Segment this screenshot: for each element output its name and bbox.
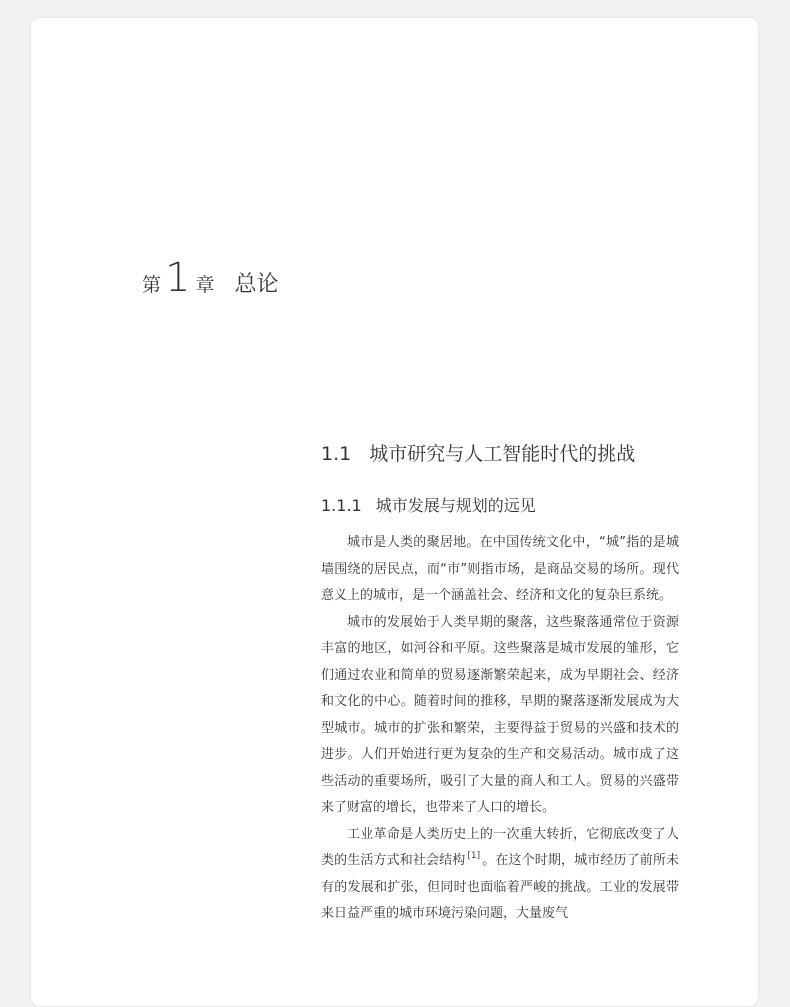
chapter-prefix: 第 bbox=[142, 274, 162, 296]
chapter-number: 1 bbox=[165, 255, 191, 301]
section-number: 1.1 bbox=[321, 443, 352, 465]
paragraph: 城市的发展始于人类早期的聚落，这些聚落通常位于资源丰富的地区，如河谷和平原。这些聚落是城市发展的雏形，它们通过农业和简单的贸易逐渐繁荣起来，成为早期社会、经济和文化的中心。随着时间的推移，早期的聚落逐渐发展成为大型城市。城市的扩张和繁荣，主要得益于贸易的兴盛和技术的进步。人们开始进行更为复杂的生产和交易活动。城市成了这些活动的重要场所，吸引了大量的商人和工人。贸易的兴盛带来了财富的增长，也带来了人口的增长。 bbox=[321, 614, 679, 815]
chapter-suffix: 章 bbox=[195, 274, 215, 296]
chapter-title: 总论 bbox=[234, 272, 279, 297]
document-page bbox=[30, 17, 759, 1007]
paragraph bbox=[321, 822, 679, 928]
citation-link[interactable]: [1] bbox=[467, 851, 481, 861]
paragraph: 城市是人类的聚居地。在中国传统文化中，“城”指的是城墙围绕的居民点，而“市”则指市场，是商品交易的场所。现代意义上的城市，是一个涵盖社会、经济和文化的复杂巨系统。 bbox=[321, 535, 679, 603]
section-heading bbox=[321, 439, 635, 466]
subsection-heading bbox=[321, 493, 536, 516]
paragraph-text: 。在这个时期，城市经历了前所未有的发展和扩张，但同时也面临着严峻的挑战。工业的发展带来日益严重的城市环境污染问题，大量废气 bbox=[321, 853, 679, 921]
paragraph-text: 工业革命是人类历史上的一次重大转折，它彻底改变了人类的生活方式和社会结构 bbox=[321, 826, 679, 868]
body-text bbox=[321, 530, 679, 928]
subsection-number: 1.1.1 bbox=[321, 496, 362, 515]
subsection-title: 城市发展与规划的远见 bbox=[375, 496, 536, 515]
section-title: 城市研究与人工智能时代的挑战 bbox=[369, 443, 636, 465]
chapter-heading bbox=[142, 255, 279, 301]
